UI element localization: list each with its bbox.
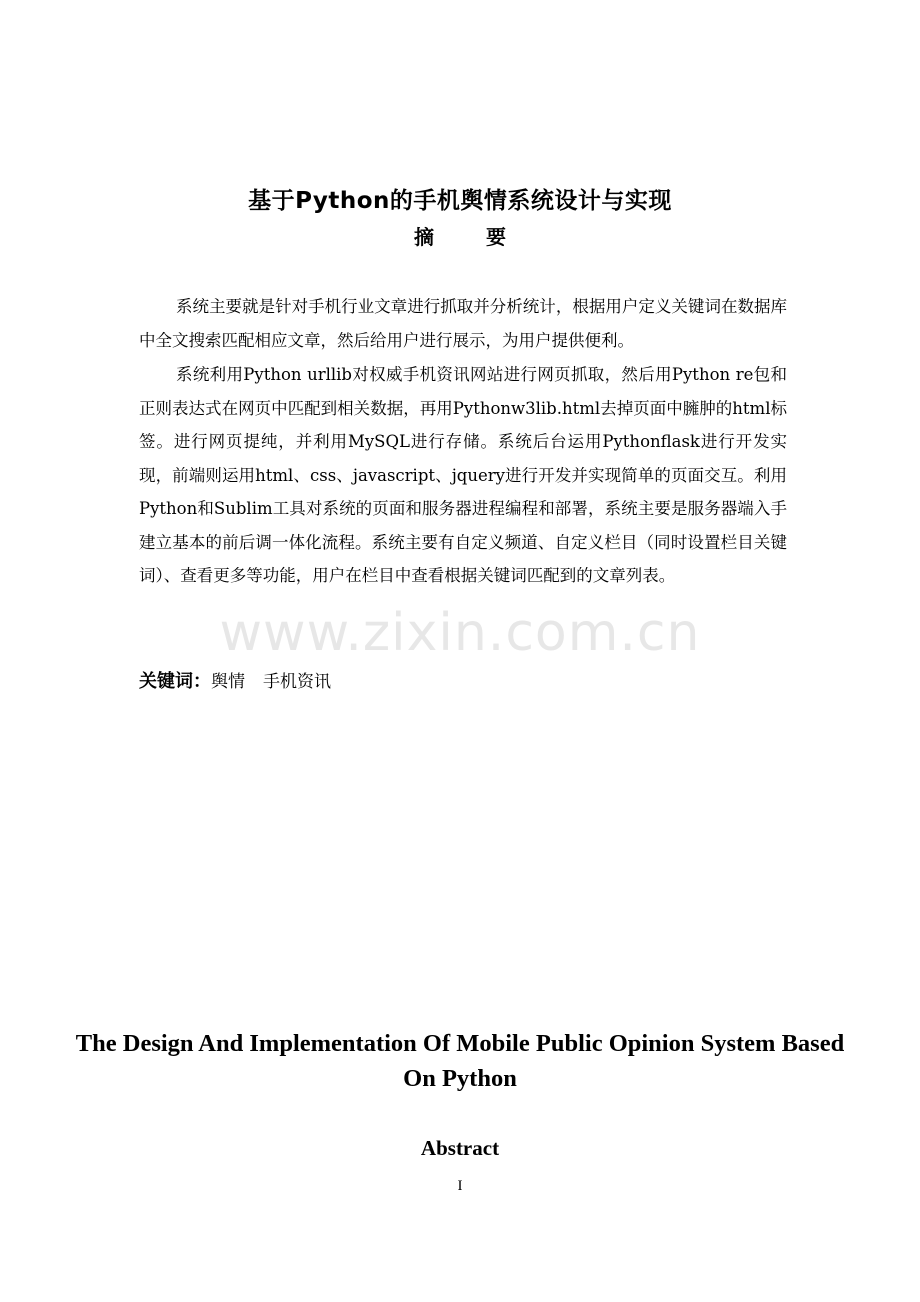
keyword-item: 手机资讯 [263,672,331,692]
keywords-label: 关键词： [139,671,211,692]
chinese-abstract-heading: 摘要 [414,225,558,249]
page-number: I [457,1178,463,1194]
site-watermark: www.zixin.com.cn [219,603,701,663]
keyword-item: 舆情 [211,672,245,692]
english-abstract-heading: Abstract [420,1136,500,1160]
abstract-paragraph-2: 系统利用Python urllib对权威手机资讯网站进行网页抓取，然后用Python re包和正则表达式在网页中匹配到相关数据，再用Pythonw3lib.html去掉页面中臃肿的html标签。进行网页提纯，并利用MySQL进行存储。系统后台运用Pythonflask进行开发实现，前端则运用html、css、javascript、jquery进行开发并实现简单的页面交互。利用Python和Sublim工具对系统的页面和服务器进程编程和部署，系统主要是服务器端入手建立基本的前后调一体化流程。系统主要有自定义频道、自定义栏目（同时设置栏目关键词）、查看更多等功能，用户在栏目中查看根据关键词匹配到的文章列表。 [139,365,787,585]
keywords-line [139,666,331,698]
english-title: The Design And Implementation Of Mobile Public Opinion System Based On Python [75,1030,845,1092]
abstract-paragraph-1: 系统主要就是针对手机行业文章进行抓取并分析统计，根据用户定义关键词在数据库中全文搜索匹配相应文章，然后给用户进行展示，为用户提供便利。 [139,297,787,350]
chinese-title: 基于Python的手机舆情系统设计与实现 [248,188,672,214]
